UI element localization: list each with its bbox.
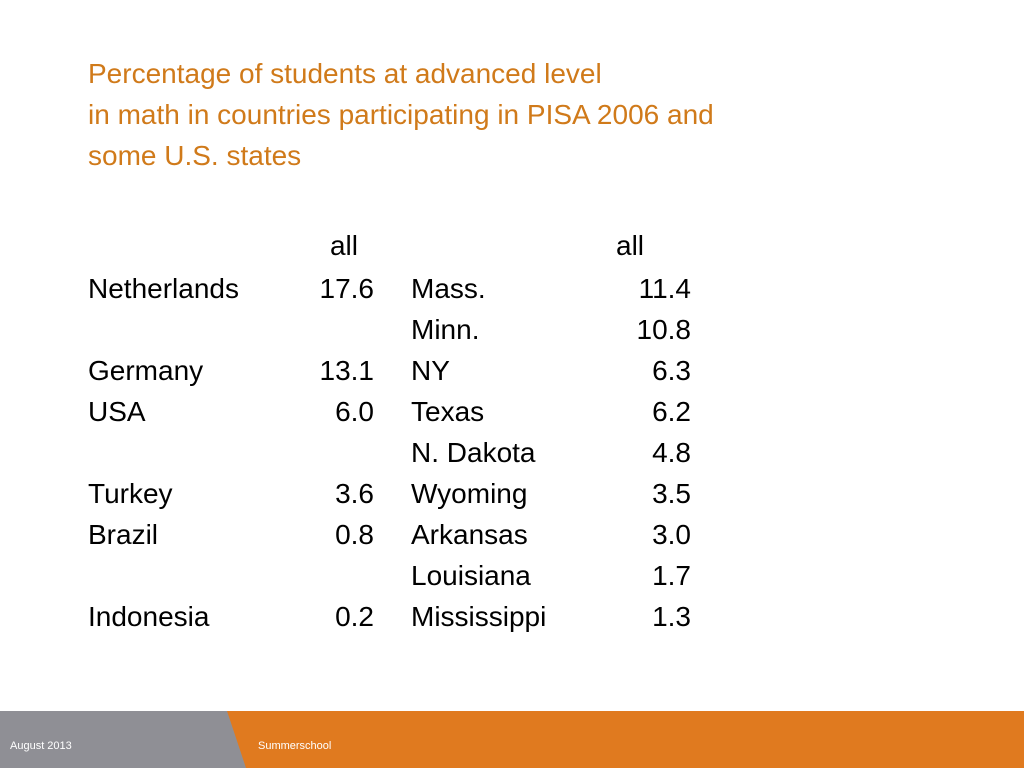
state-value: 6.2 [652, 396, 691, 427]
country-value: 6.0 [335, 396, 374, 427]
country-value: 0.8 [335, 519, 374, 550]
country-name: Germany [88, 355, 204, 386]
country-name: Turkey [88, 478, 173, 509]
title-line-1: Percentage of students at advanced level [88, 58, 602, 89]
table-row [88, 309, 691, 350]
table-row [88, 473, 691, 514]
title-line-2: in math in countries participating in PISA 2006 and [88, 99, 714, 130]
country-name: USA [88, 396, 146, 427]
country-value: 13.1 [319, 355, 374, 386]
table-row [88, 432, 691, 473]
footer-event-name: Summerschool [258, 740, 332, 752]
state-value: 11.4 [638, 273, 691, 304]
country-value [288, 309, 374, 350]
footer-date: August 2013 [10, 740, 72, 752]
state-name: Arkansas [411, 519, 528, 550]
table-row [88, 596, 691, 637]
slide-title [88, 53, 988, 176]
state-name: N. Dakota [411, 437, 536, 468]
country-value: 0.2 [335, 601, 374, 632]
state-value: 1.3 [652, 601, 691, 632]
country-name [88, 432, 288, 473]
table-row [88, 391, 691, 432]
country-name [88, 309, 288, 350]
table-row [88, 350, 691, 391]
state-value: 10.8 [636, 314, 691, 345]
country-value: 3.6 [335, 478, 374, 509]
country-name [88, 555, 288, 596]
country-name: Indonesia [88, 601, 210, 632]
table-row [88, 555, 691, 596]
title-line-3: some U.S. states [88, 140, 302, 171]
state-value: 1.7 [652, 560, 691, 591]
state-column-header: all [616, 230, 645, 261]
state-name: Mass. [411, 273, 486, 304]
country-value [288, 432, 374, 473]
table-row [88, 514, 691, 555]
country-name: Brazil [88, 519, 159, 550]
country-name: Netherlands [88, 273, 239, 304]
state-value: 3.5 [652, 478, 691, 509]
country-column-header: all [329, 230, 358, 261]
state-name: Louisiana [411, 560, 531, 591]
state-value: 6.3 [652, 355, 691, 386]
state-name: Wyoming [411, 478, 528, 509]
state-name: Texas [411, 396, 485, 427]
table-row [88, 268, 691, 309]
state-name: NY [411, 355, 450, 386]
table-header-row [88, 224, 691, 268]
country-value [288, 555, 374, 596]
state-value: 4.8 [652, 437, 691, 468]
advanced-math-table [88, 224, 691, 637]
footer-bar [0, 711, 1024, 768]
state-name: Minn. [411, 314, 480, 345]
country-value: 17.6 [319, 273, 374, 304]
state-name: Mississippi [411, 601, 547, 632]
state-value: 3.0 [652, 519, 691, 550]
